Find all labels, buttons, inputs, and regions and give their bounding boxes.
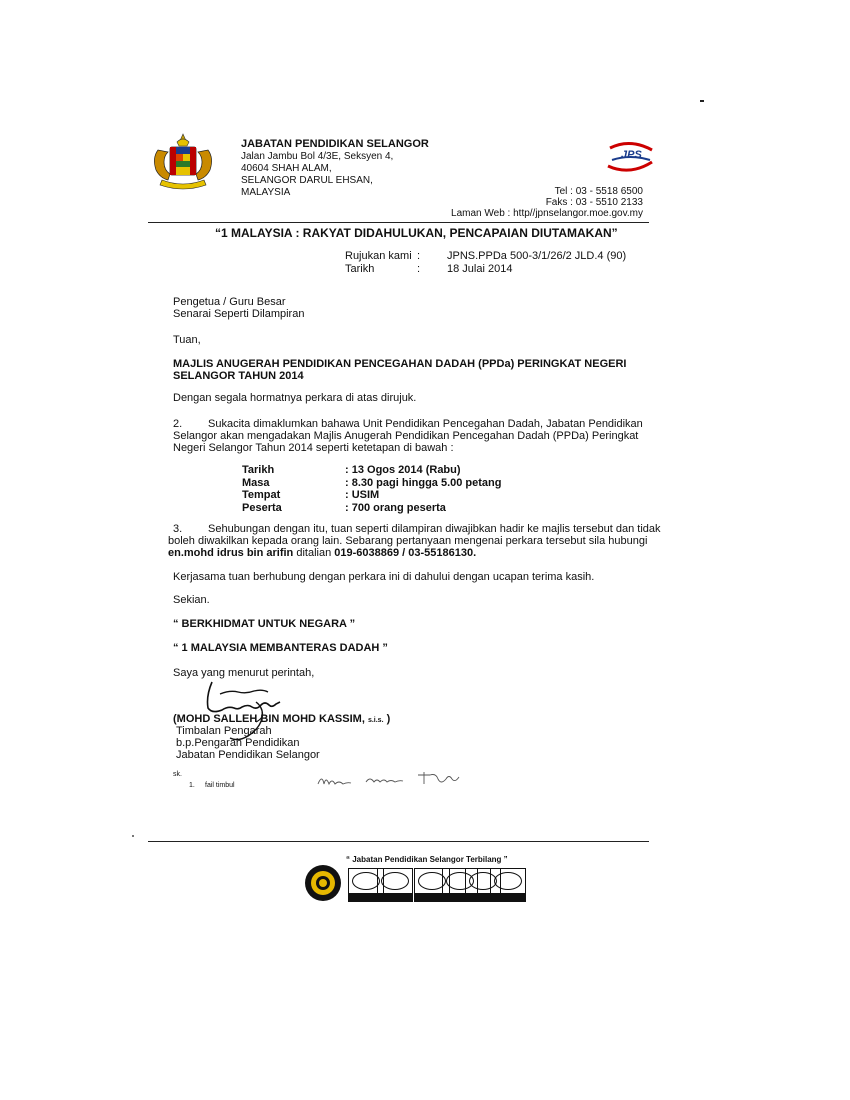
address-line: SELANGOR DARUL EHSAN, <box>241 175 373 186</box>
certification-badge-icon <box>490 868 526 902</box>
paragraph-number: 2. <box>173 418 183 430</box>
event-value: : 8.30 pagi hingga 5.00 petang <box>345 476 502 489</box>
event-value: : USIM <box>345 489 380 501</box>
contact-name: en.mohd idrus bin arifin <box>168 547 294 559</box>
contact-fax: Faks : 03 - 5510 2133 <box>545 197 643 208</box>
date-label: Tarikh <box>345 263 375 275</box>
event-row <box>242 489 501 502</box>
event-label: Tempat <box>242 489 281 501</box>
reference-block <box>345 250 626 276</box>
footer-motto: “ Jabatan Pendidikan Selangor Terbilang ” <box>346 855 508 864</box>
event-value: : 700 orang peserta <box>345 501 446 514</box>
certification-badge-icon <box>377 868 413 902</box>
sign-intro: Saya yang menurut perintah, <box>173 667 315 679</box>
thanks-paragraph: Kerjasama tuan berhubung dengan perkara ini di dahului dengan ucapan terima kasih. <box>173 571 595 583</box>
event-row <box>242 477 501 490</box>
event-details <box>242 464 501 514</box>
reference-value: JPNS.PPDa 500-3/1/26/2 JLD.4 (90) <box>447 250 627 262</box>
signatory-title: Timbalan Pengarah <box>176 725 272 737</box>
quality-seal-icon <box>304 864 342 902</box>
paragraph-number: 3. <box>173 523 183 535</box>
signatory-title: b.p.Pengarah Pendidikan <box>176 737 300 749</box>
slogan: “ 1 MALAYSIA MEMBANTERAS DADAH ” <box>173 642 388 654</box>
address-line: 40604 SHAH ALAM, <box>241 163 332 174</box>
cc-item: fail timbul <box>205 782 235 789</box>
paragraph-line: boleh diwakilkan kepada orang lain. Sebarang pertanyaan mengenai perkara tersebut sila hubungi <box>168 535 648 547</box>
signatory-name: (MOHD SALLEH BIN MOHD KASSIM, s.i.s. ) <box>173 713 391 725</box>
org-name: JABATAN PENDIDIKAN SELANGOR <box>241 138 429 150</box>
event-label: Peserta <box>242 501 282 514</box>
event-value: : 13 Ogos 2014 (Rabu) <box>345 464 461 476</box>
header-motto: “1 MALAYSIA : RAKYAT DIDAHULUKAN, PENCAPAIAN DIUTAMAKAN” <box>215 226 618 240</box>
closing: Sekian. <box>173 594 210 606</box>
paragraph-line: Selangor akan mengadakan Majlis Anugerah Pendidikan Pencegahan Dadah (PPDa) Peringkat <box>173 430 639 442</box>
svg-text:JPS: JPS <box>621 149 642 161</box>
event-label: Masa <box>242 476 270 489</box>
contact-web: Laman Web : http//jpnselangor.moe.gov.my <box>451 208 643 219</box>
cc-label: sk. <box>173 771 182 778</box>
date-value: 18 Julai 2014 <box>447 263 513 275</box>
org-address <box>241 151 393 199</box>
paragraph-line <box>168 547 476 560</box>
recipient-line: Pengetua / Guru Besar <box>173 296 286 308</box>
header-divider <box>148 222 649 223</box>
scan-mark <box>132 835 134 837</box>
subject-line: MAJLIS ANUGERAH PENDIDIKAN PENCEGAHAN DADAH (PPDa) PERINGKAT NEGERI <box>173 358 627 370</box>
paragraph-line: Sukacita dimaklumkan bahawa Unit Pendidikan Pencegahan Dadah, Jabatan Pendidikan <box>208 418 643 430</box>
reference-colon: : <box>417 250 421 262</box>
address-line: Jalan Jambu Bol 4/3E, Seksyen 4, <box>241 151 394 162</box>
recipient-line: Senarai Seperti Dilampiran <box>173 308 305 320</box>
footer-divider <box>148 841 649 842</box>
contact-phone: 019-6038869 / 03-55186130. <box>334 547 477 559</box>
salutation: Tuan, <box>173 334 201 346</box>
subject-line: SELANGOR TAHUN 2014 <box>173 370 304 382</box>
event-row <box>242 464 501 477</box>
reference-label: Rujukan kami <box>345 250 412 262</box>
paragraph-line: Sehubungan dengan itu, tuan seperti dilampiran diwajibkan hadir ke majlis tersebut dan tidak <box>208 523 661 535</box>
coat-of-arms-icon <box>150 130 216 192</box>
signatory-title: Jabatan Pendidikan Selangor <box>176 749 320 761</box>
event-label: Tarikh <box>242 464 275 476</box>
address-line: MALAYSIA <box>241 187 291 198</box>
reference-row <box>345 250 626 263</box>
date-row <box>345 263 626 276</box>
handwritten-note-icon <box>316 766 476 792</box>
contact-connector: ditalian <box>293 547 335 559</box>
intro-paragraph: Dengan segala hormatnya perkara di atas dirujuk. <box>173 392 417 404</box>
date-colon: : <box>417 263 421 275</box>
paragraph-line: Negeri Selangor Tahun 2014 seperti ketetapan di bawah : <box>173 442 454 454</box>
cc-item-number: 1. <box>189 782 195 789</box>
event-row <box>242 502 501 515</box>
scan-mark <box>700 100 704 102</box>
slogan: “ BERKHIDMAT UNTUK NEGARA ” <box>173 618 356 630</box>
jps-logo-icon <box>606 140 656 174</box>
signatory-honor: s.i.s. <box>367 717 384 724</box>
contact-tel: Tel : 03 - 5518 6500 <box>554 186 643 197</box>
